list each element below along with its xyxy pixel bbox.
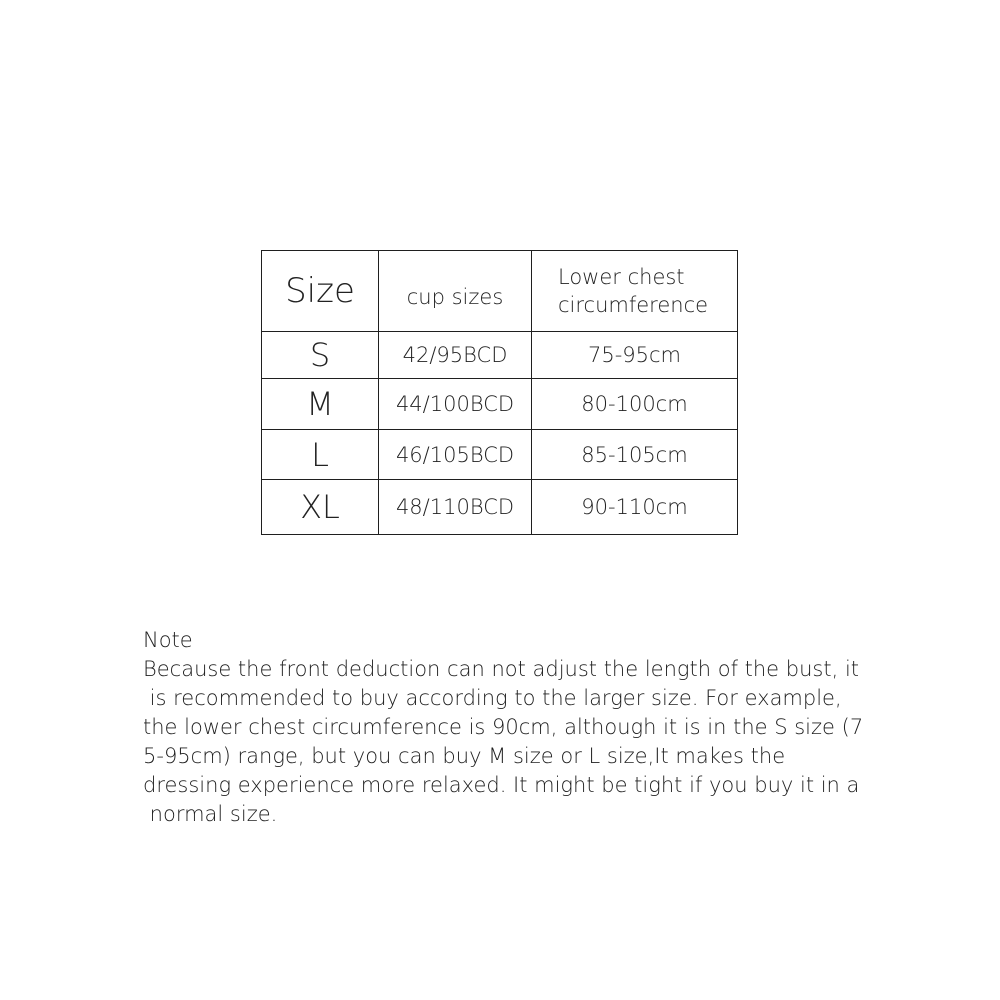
size-cell-m: M <box>261 378 379 430</box>
cup-cell-l: 46/105BCD <box>378 429 532 480</box>
note-line-5: dressing experience more relaxed. It might be tight if you buy it in a <box>143 773 860 797</box>
size-cell-xl: XL <box>261 479 379 535</box>
header-cup-sizes: cup sizes <box>378 250 532 332</box>
note-line-1: Because the front deduction can not adjust the length of the bust, it <box>143 657 860 681</box>
size-chart-table <box>261 250 738 535</box>
note-line-4: 5-95cm) range, but you can buy M size or L size,It makes the <box>143 744 786 768</box>
cup-cell-s: 42/95BCD <box>378 331 532 379</box>
header-chest-line-2: circumference <box>558 293 709 317</box>
note-title: Note <box>143 628 193 652</box>
note-line-2: is recommended to buy according to the larger size. For example, <box>143 686 842 710</box>
chest-cell-m: 80-100cm <box>531 378 738 430</box>
header-size: Size <box>261 250 379 332</box>
header-lower-chest-circumference <box>531 250 738 332</box>
chest-cell-l: 85-105cm <box>531 429 738 480</box>
note-line-6: normal size. <box>143 802 278 826</box>
size-note <box>143 626 883 829</box>
header-chest-line-1: Lower chest <box>558 265 685 289</box>
chest-cell-s: 75-95cm <box>531 331 738 379</box>
size-cell-s: S <box>261 331 379 379</box>
cup-cell-m: 44/100BCD <box>378 378 532 430</box>
cup-cell-xl: 48/110BCD <box>378 479 532 535</box>
chest-cell-xl: 90-110cm <box>531 479 738 535</box>
note-line-3: the lower chest circumference is 90cm, although it is in the S size (7 <box>143 715 864 739</box>
size-cell-l: L <box>261 429 379 480</box>
